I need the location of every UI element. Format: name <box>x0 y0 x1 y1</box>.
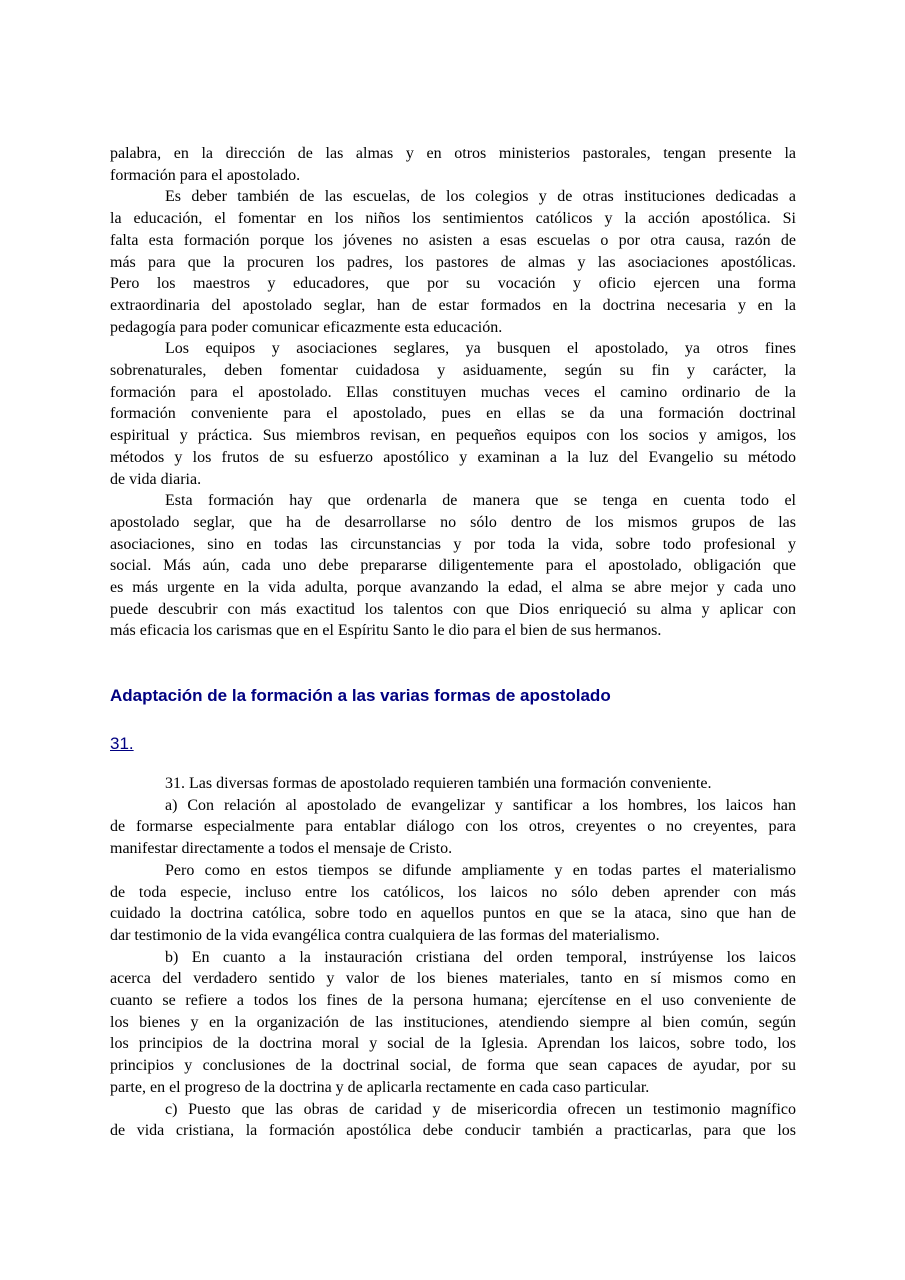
text-line: más eficacia los carismas que en el Espíritu Santo le dio para el bien de sus hermanos. <box>110 622 662 640</box>
text-line: más para que la procuren los padres, los pastores de almas y las asociaciones apostólicas. <box>110 253 796 271</box>
text-line: Los equipos y asociaciones seglares, ya busquen el apostolado, ya otros fines <box>165 340 796 358</box>
text-line: falta esta formación porque los jóvenes no asisten a esas escuelas o por otra causa, razón de <box>110 231 796 249</box>
text-line: cuidado la doctrina católica, sobre todo en aquellos puntos en que se la ataca, sino que han de <box>110 905 796 923</box>
text-line: sobrenaturales, deben fomentar cuidadosa y asiduamente, según su fin y carácter, la <box>110 362 796 380</box>
text-line: extraordinaria del apostolado seglar, han de estar formados en la doctrina necesaria y en la <box>110 296 796 314</box>
text-line: palabra, en la dirección de las almas y en otros ministerios pastorales, tengan presente la <box>110 145 796 162</box>
text-line: los principios de la doctrina moral y social de la Iglesia. Aprendan los laicos, sobre todo, los <box>110 1035 796 1053</box>
text-line: Esta formación hay que ordenarla de manera que se tenga en cuenta todo el <box>165 492 796 510</box>
body-text-top <box>110 143 796 642</box>
text-line: es más urgente en la vida adulta, porque avanzando la edad, el alma se abre mejor y cada uno <box>110 579 796 597</box>
text-line: de vida cristiana, la formación apostólica debe conducir también a practicarlas, para que los <box>110 1122 796 1140</box>
paragraph <box>110 1099 796 1142</box>
text-line: dar testimonio de la vida evangélica contra cualquiera de las formas del materialismo. <box>110 926 660 944</box>
text-line: c) Puesto que las obras de caridad y de misericordia ofrecen un testimonio magnífico <box>165 1100 796 1118</box>
text-line: acerca del verdadero sentido y valor de los bienes materiales, tanto en sí mismos como en <box>110 970 796 988</box>
paragraph <box>110 490 796 642</box>
paragraph <box>110 860 796 947</box>
text-line: parte, en el progreso de la doctrina y de aplicarla rectamente en cada caso particular. <box>110 1078 650 1096</box>
text-line: a) Con relación al apostolado de evangelizar y santificar a los hombres, los laicos han <box>165 796 796 814</box>
text-line: asociaciones, sino en todas las circunstancias y por toda la vida, sobre todo profesional y <box>110 535 796 553</box>
text-line: formación conveniente para el apostolado, pues en ellas se da una formación doctrinal <box>110 405 796 423</box>
text-line: manifestar directamente a todos el mensaje de Cristo. <box>110 840 453 858</box>
section-heading: Adaptación de la formación a las varias formas de apostolado <box>110 686 611 705</box>
text-line: puede descubrir con más exactitud los talentos con que Dios enriqueció su alma y aplicar con <box>110 600 796 618</box>
text-line: métodos y los frutos de su esfuerzo apostólico y examinan a la luz del Evangelio su método <box>110 448 796 466</box>
text-line: formación para el apostolado. <box>110 166 301 184</box>
text-line: los bienes y en la organización de las instituciones, atendiendo siempre al bien común, según <box>110 1013 796 1031</box>
text-line: Pero los maestros y educadores, que por su vocación y oficio ejercen una forma <box>110 275 796 293</box>
paragraph <box>110 773 796 795</box>
text-line: 31. Las diversas formas de apostolado requieren también una formación conveniente. <box>165 775 712 792</box>
text-line: de formarse especialmente para entablar diálogo con los otros, creyentes o no creyentes, para <box>110 818 796 836</box>
text-line: Es deber también de las escuelas, de los colegios y de otras instituciones dedicadas a <box>165 188 796 206</box>
text-line: b) En cuanto a la instauración cristiana del orden temporal, instrúyense los laicos <box>165 948 796 966</box>
text-line: de vida diaria. <box>110 470 202 488</box>
text-line: espiritual y práctica. Sus miembros revisan, en pequeños equipos con los socios y amigos, los <box>110 427 796 445</box>
text-line: principios y conclusiones de la doctrinal social, de forma que sean capaces de ayudar, por su <box>110 1057 796 1075</box>
paragraph <box>110 143 796 186</box>
paragraph <box>110 186 796 338</box>
section-number-link[interactable]: 31. <box>110 734 134 753</box>
text-line: cuanto se refiere a todos los fines de la persona humana; ejercítense en el uso conveniente de <box>110 992 796 1010</box>
text-line: pedagogía para poder comunicar eficazmente esta educación. <box>110 318 503 336</box>
paragraph <box>110 947 796 1099</box>
text-line: social. Más aún, cada uno debe prepararse diligentemente para el apostolado, obligación que <box>110 557 796 575</box>
text-line: Pero como en estos tiempos se difunde ampliamente y en todas partes el materialismo <box>165 861 796 879</box>
paragraph <box>110 795 796 860</box>
body-text-bottom <box>110 773 796 1142</box>
text-line: de toda especie, incluso entre los católicos, los laicos no sólo deben aprender con más <box>110 883 796 901</box>
text-line: la educación, el fomentar en los niños los sentimientos católicos y la acción apostólica. Si <box>110 210 796 228</box>
paragraph <box>110 338 796 490</box>
text-line: apostolado seglar, que ha de desarrollarse no sólo dentro de los mismos grupos de las <box>110 513 796 531</box>
text-line: formación para el apostolado. Ellas constituyen muchas veces el camino ordinario de la <box>110 383 796 401</box>
